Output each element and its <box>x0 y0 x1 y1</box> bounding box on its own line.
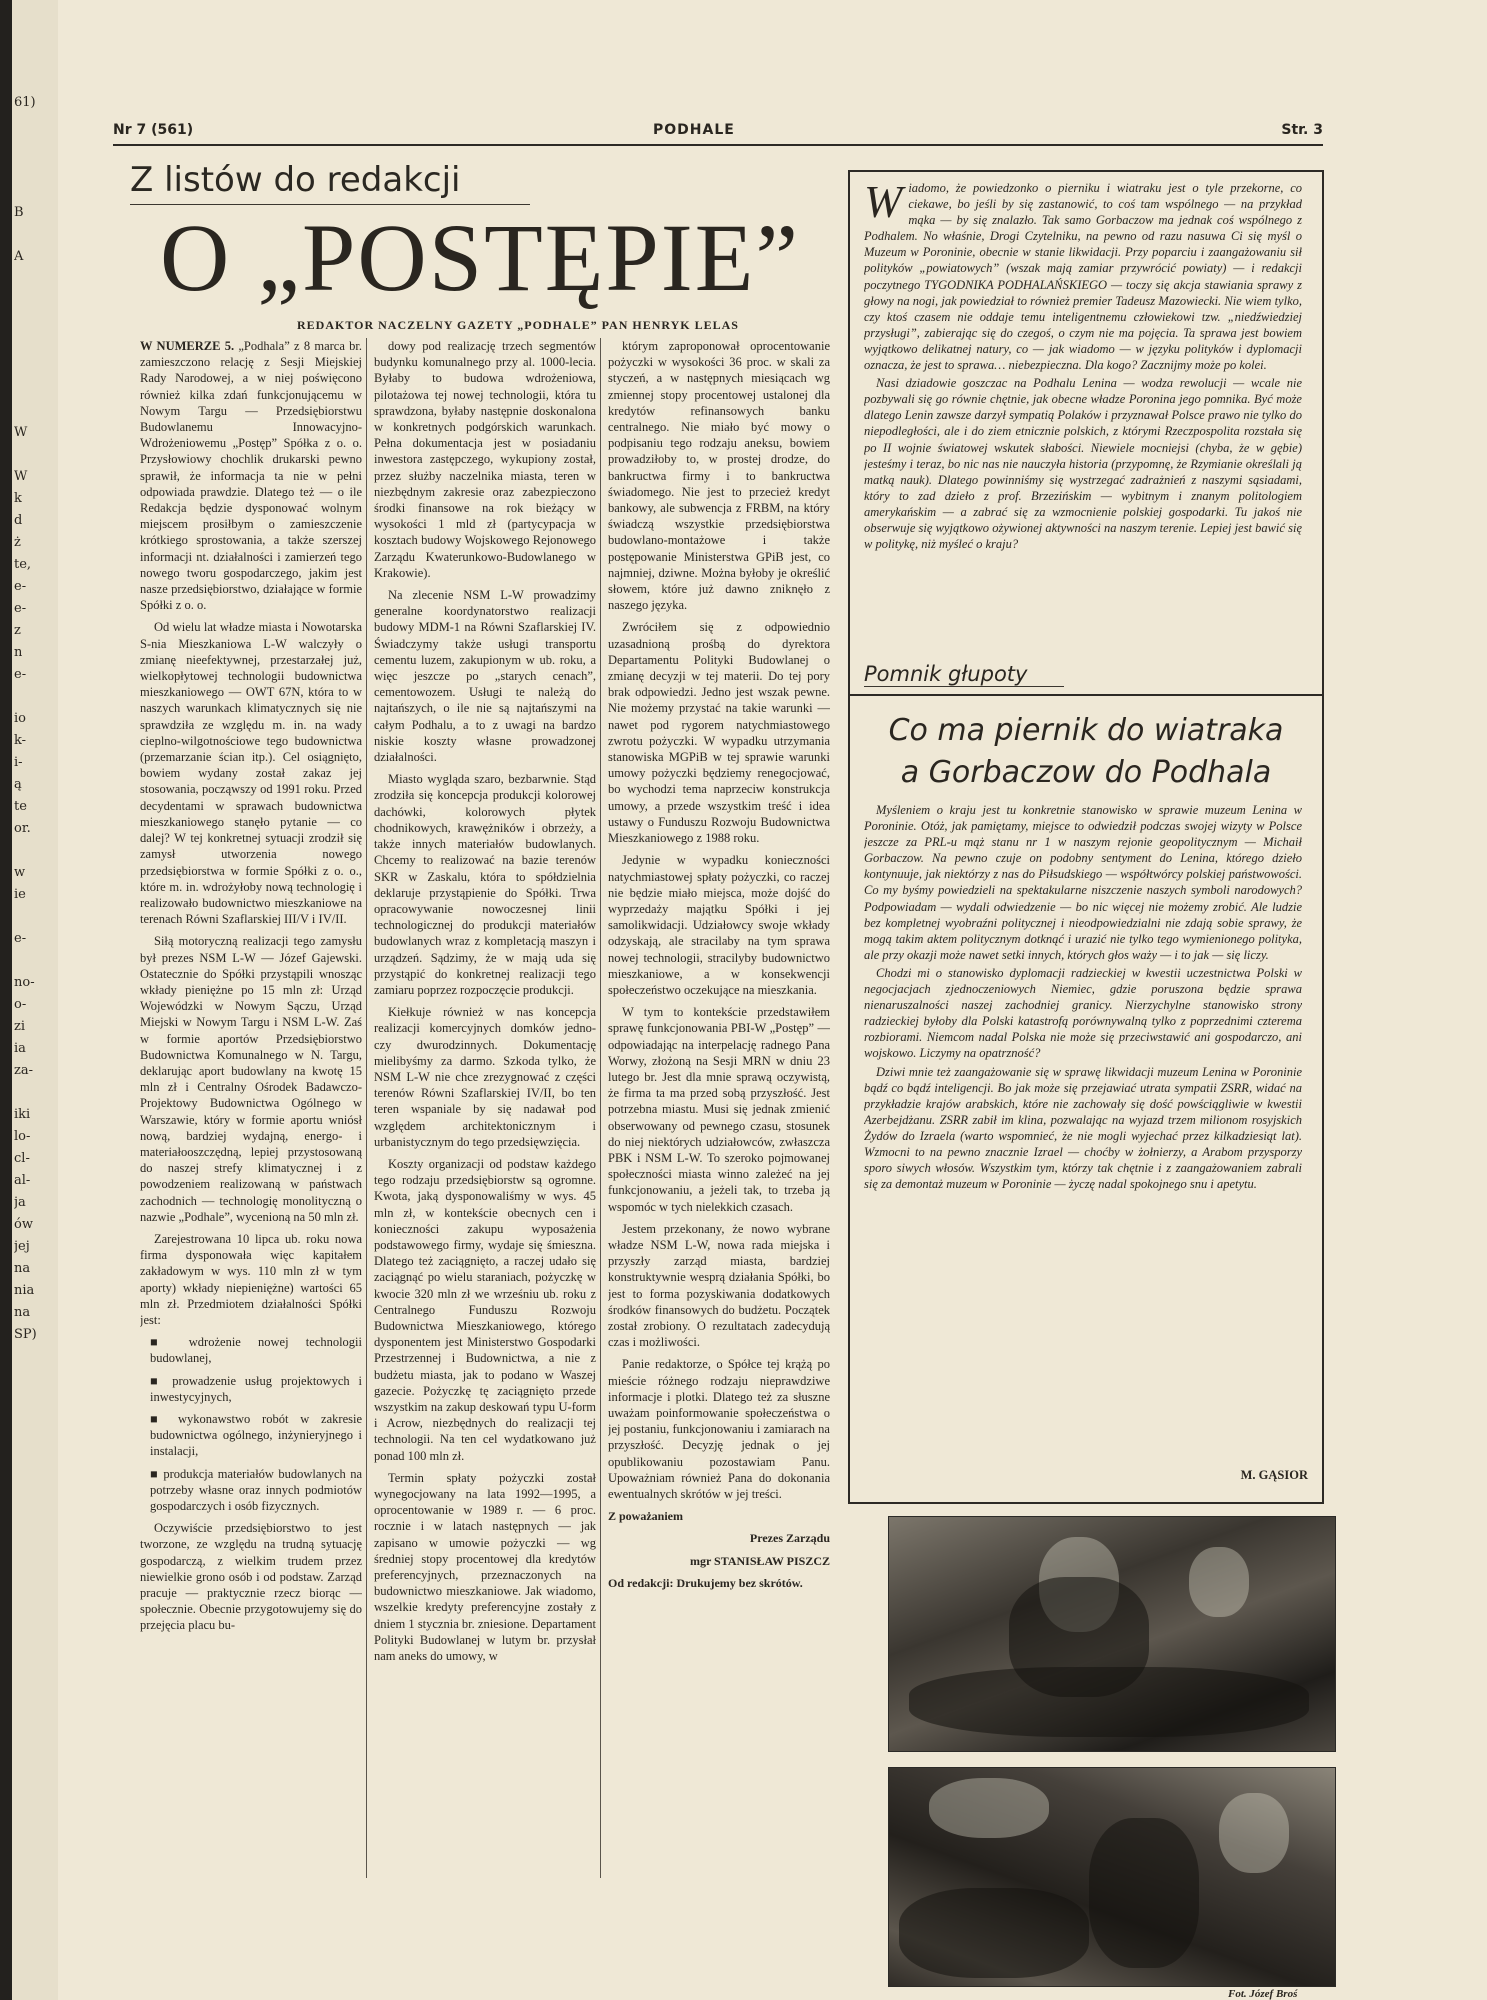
adjacent-page-fragment: te <box>14 799 27 814</box>
adjacent-page-fragment: A <box>14 249 24 264</box>
adjacent-page-strip <box>0 0 60 2000</box>
adjacent-page-fragment: iki <box>14 1107 31 1122</box>
adjacent-page-fragment: o- <box>14 997 27 1012</box>
adjacent-page-fragment <box>14 689 54 711</box>
body-paragraph: Siłą motoryczną realizacji tego zamysłu był prezes NSM L-W — Józef Gajewski. Ostatecznie do Spółki przystąpili wnosząc wkłady pieniężne po 15 mln zł: Urząd Wojewódzki w Nowym Sączu, Urząd Miejski w Nowym Targu i NSM L-W. Zaś w formie aportów Przedsiębiorstwo Budownictwa Komunalnego w N. Targu, deklarując aport budowlany na kwotę 15 mln zł i Centralny Ośrodek Badawczo-Projektowy Budownictwa Ogólnego w Warszawie, który w formie aportu wniósł nową, bardziej wydajną, energo- i materiałooszczędną, lepiej przystosowaną do naszej strefy klimatycznej i z powodzeniem realizowaną w państwach zachodnich — technologię monolityczną o nazwie „Podhale”, wycenioną na 50 mln zł. <box>140 934 362 1224</box>
adjacent-page-fragment: SP) <box>14 1327 37 1342</box>
lead-words: W NUMERZE 5. <box>140 339 235 353</box>
adjacent-page-fragment <box>14 315 54 337</box>
photo-highlight <box>1189 1547 1249 1617</box>
bullet-item: ■ wykonawstwo robót w zakresie budownictwa ogólnego, inżynieryjnego i instalacji, <box>150 1412 362 1459</box>
adjacent-page-fragment <box>14 293 54 315</box>
body-paragraph: Myśleniem o kraju jest tu konkretnie stanowisko w sprawie muzeum Lenina w Poroninie. Otóż, jak pamiętamy, miejsce to odwiedził podczas swojej wizyty w Polsce jeszcze za PRL-u mąż stanu nr 1 w naszym rejonie geopolitycznym — Michaił Gorbaczow. Na pewno czuje on podobny sentyment do Lenina, którego dzieło kontynuuje, jak niektórzy z nas do Piłsudskiego — współtwórcy polskiej państwowości. Co my byśmy powiedzieli na spektakularne niszczenie naszych symboli narodowych? Podpowiadam — wydali odwiedzenie — bo nic więcej nie możemy zrobić. Ale ludzie bez kompletnej wyobraźni politycznej i nieodpowiedzialni nie zdają sobie sprawy, że mogą takim aktem politycznym dotknąć i urazić nie tylko tego wymienionego polityka, ale przy okazji może nawet setki innych, których głos waży — i to jak — się liczy. <box>864 803 1302 962</box>
body-paragraph: Panie redaktorze, o Spółce tej krążą po mieście różnego rodzaju nieprawdziwe informacje i plotki. Dlatego też za słuszne uważam poinformowanie społeczeństwa o jej postaniu, funkcjonowaniu i zamiarach na przyszłość. Decyzję jednak o jej opublikowaniu pozostawiam Panu. Upoważniam również Pana do dokonania ewentualnych skrótów w jej treści. <box>608 1357 830 1502</box>
article-byline: REDAKTOR NACZELNY GAZETY „PODHALE” PAN HENRYK LELAS <box>297 318 739 332</box>
adjacent-page-fragment: na <box>14 1305 31 1320</box>
photo-workshop <box>888 1767 1336 1987</box>
photo-highlight <box>1219 1793 1289 1873</box>
adjacent-page-fragment <box>14 227 54 249</box>
photo-machinery <box>909 1667 1309 1737</box>
header-rule <box>113 144 1323 146</box>
body-paragraph: Jestem przekonany, że nowo wybrane władze NSM L-W, nowa rada miejska i przyszły zarząd miasta, bardziej konstruktywnie wesprą działania Spółki, bo jest to forma pozyskiwania dodatkowych środków finansowych do budżetu. Początek został zrobiony. O rezultatach zadecydują czas i możliwości. <box>608 1221 830 1350</box>
adjacent-page-fragment: or. <box>14 821 31 836</box>
body-paragraph: Kiełkuje również w nas koncepcja realizacji komercyjnych domków jedno- czy dwurodzinnych. Dokumentację mielibyśmy za darmo. Szkoda tylko, że NSM L-W nie chce zrezygnować z części terenów Równi Szaflarskiej IV/II, bo ten teren wspaniale by się nadawał pod względem architektonicznym i urbanistycznym do tego przedsięwzięcia. <box>374 1005 596 1149</box>
adjacent-page-fragment: ja <box>14 1195 26 1210</box>
body-paragraph: Oczywiście przedsiębiorstwo to jest tworzone, ze względu na trudną sytuację gospodarczą, z wielkim trudem przez niewielkie grono osób i od podstaw. Zarząd pracuje — praktycznie rzecz biorąc — społecznie. Obecnie przygotowujemy się do przejęcia placu bu- <box>140 1521 362 1633</box>
adjacent-page-fragment: cl- <box>14 1151 30 1166</box>
adjacent-page-fragment: e- <box>14 667 27 682</box>
bullet-item: ■ prowadzenie usług projektowych i inwestycyjnych, <box>150 1373 362 1404</box>
adjacent-page-fragment <box>14 909 54 931</box>
adjacent-page-fragment: 61) <box>14 95 36 110</box>
adjacent-page-fragment: nia <box>14 1283 35 1298</box>
adjacent-page-fragment <box>14 337 54 359</box>
body-paragraph: którym zaproponował oprocentowanie pożyczki w wysokości 36 proc. w skali za styczeń, a w następnych miesiącach wg zmiennej stopy procentowej ustalonej dla kredytów refinansowych banku centralnego. Nie miało być mowy o podpisaniu tego rodzaju aneksu, bowiem prowadziłoby to, w prostej drodze, do bankructwa firmy i to bankructwa świadomego. Nie jest to przecież kredyt bankowy, ale subwencja z FRBM, na który świadczą wszystkie przedsiębiorstwa budowlano-montażowe i także postępowanie Ministerstwa GPiB jest, co najmniej, dziwne. Można byłoby je określić słowem, które już dawno zniknęło z naszego języka. <box>608 339 830 613</box>
adjacent-page-fragment: ów <box>14 1217 33 1232</box>
lead-paragraph <box>140 338 362 613</box>
signature-line: Prezes Zarządu <box>749 1531 830 1546</box>
body-paragraph: Od wielu lat władze miasta i Nowotarska S-nia Mieszkaniowa L-W walczyły o zmianę nieefektywnej, przestarzałej już, wielkopłytowej technologii budownictwa mieszkaniowego — OWT 67N, która to w naszych warunkach klimatycznych się nie sprawdziła ze względu m. in. na wady cieplno-wilgotnościowe tego budownictwa (przemarzanie ścian itp.). Cel osiągnięto, bowiem wydany został zakaz jej stosowania, począwszy od 1991 roku. Przed decydentami w sprawach budownictwa mieszkaniowego stanęło pytanie — co dalej? W tej konkretnej sytuacji zrodził się zamysł utworzenia nowego przedsiębiorstwa w formie Spółki z o. o., które m. in. wdrożyłoby nową technologię i realizowało budownictwo mieszkaniowe na terenach Równi Szaflarskiej III/V i IV/II. <box>140 620 362 927</box>
body-paragraph: Jedynie w wypadku konieczności natychmiastowej spłaty pożyczki, co raczej nie będzie miało miejsca, może dojść do wyprzedaży majątku Spółki i jej samolikwidacji. Udziałowcy swoje wkłady odzyskają, ale stracilaby na tym sprawa nowej technologii, stracilyby budownictwo mieszkaniowe, a w konsekwencji społeczeństwo oczekujące na mieszkania. <box>608 853 830 997</box>
adjacent-page-fragment: ie <box>14 887 26 902</box>
box-divider <box>850 694 1322 696</box>
bullet-item: ■ produkcja materiałów budowlanych na potrzeby własne oraz innych podmiotów gospodarczych i osób fizycznych. <box>150 1466 362 1514</box>
adjacent-page-fragment <box>14 183 54 205</box>
adjacent-page-fragment <box>14 403 54 425</box>
adjacent-page-fragment: al- <box>14 1173 31 1188</box>
author-signature: M. GĄSIOR <box>1240 1468 1308 1482</box>
closing-line: Z poważaniem <box>608 1509 683 1524</box>
adjacent-page-fragment <box>14 447 54 469</box>
adjacent-page-fragment: e- <box>14 579 27 594</box>
adjacent-page-fragment <box>14 381 54 403</box>
adjacent-page-fragment <box>14 271 54 293</box>
boxed-article-title: Co ma piernik do wiatraka a Gorbaczow do Podhala <box>888 713 1284 790</box>
adjacent-page-fragment: na <box>14 1261 31 1276</box>
adjacent-page-fragment <box>14 1085 54 1107</box>
photo-figure <box>1089 1818 1199 1968</box>
adjacent-page-fragment: e- <box>14 931 27 946</box>
adjacent-page-fragment: k <box>14 491 22 506</box>
adjacent-page-fragment: ą <box>14 777 22 792</box>
column-divider <box>600 338 601 1878</box>
body-paragraph: Termin spłaty pożyczki został wynegocjowany na lata 1992—1995, a oprocentowanie w 1989 r. — 6 proc. rocznie i w latach następnych — jak zapisano w umowie pożyczki — wg średniej stopy procentowej dla kredytów preferencyjnych, przeznaczonych na budownictwo mieszkaniowe. Jak wiadomo, wszelkie kredyty preferencyjne zostały z dniem 1 stycznia br. zniesione. Departament Polityki Budowlanej w lutym br. przysłał nam aneks do umowy, w <box>374 1470 596 1664</box>
body-paragraph: Na zlecenie NSM L-W prowadzimy generalne koordynatorstwo realizacji budowy MDM-1 na Równi Szaflarskiej IV. Świadczymy także usługi transportu cementu luzem, zakupionym w ub. roku, a więc jeszcze po „starych cenach”, cementowozem. Usługi te należą do najtańszych, o ile nie są najtańszymi na całym Podhalu, a to z uwagi na bardzo niskie koszty własne prowadzonej działalności. <box>374 588 596 765</box>
article-column-2 <box>374 338 596 1878</box>
boxed-article-intro <box>864 180 1302 660</box>
lead-text: „Podhala” z 8 marca br. zamieszczono relację z Sesji Miejskiej Rady Narodowej, a w niej poświęcono również kilka zdań funkcjonującemu w Nowym Targu — Przedsiębiorstwu Budowlanemu Innowacyjno-Wdrożeniowemu „Postęp” Spółka z o. o. Przysłowiowy chochlik drukarski pewno sprawił, że informacja ta nie w pełni odpowiada prawdzie. Dlatego też — o ile Redakcja będzie dysponować wolnym miejscem prosiłbym o zamieszczenie krótkiego sprostowania, a także szerszej informacji nt. działalności i zamierzeń tego nowego tworu gospodarczego, jakim jest nasze przedsiębiorstwo, działające w formie Spółki z o. o. <box>140 339 362 613</box>
adjacent-page-fragment: B <box>14 205 24 220</box>
adjacent-page-fragment: no- <box>14 975 35 990</box>
adjacent-page-fragment: io <box>14 711 26 726</box>
drop-cap: W <box>864 180 903 227</box>
adjacent-page-fragment <box>14 161 54 183</box>
adjacent-page-fragment <box>14 843 54 865</box>
adjacent-page-fragment: za- <box>14 1063 33 1078</box>
adjacent-page-fragment: i- <box>14 755 23 770</box>
photo-credit: Fot. Józef Broś <box>1228 1988 1298 2000</box>
adjacent-page-text <box>14 95 54 1349</box>
adjacent-page-fragment: d <box>14 513 23 528</box>
adjacent-page-fragment <box>14 117 54 139</box>
body-paragraph: Zwróciłem się z odpowiednio uzasadnioną prośbą do dyrektora Departamentu Polityki Budowlanej o zmianę decyzji w tej materii. Do tej pory brak odpowiedzi. Jedno jest wszak pewne. Nie możemy przystać na takie warunki — nawet pod rygorem natychmiastowego zwrotu pożyczki. W wypadku utrzymania stanowiska MGPiB w tej sprawie warunki umowy pożyczki będziemy renegocjować, bo wychodzi tema naprzeciw konstrukcja umowy, a przede wszystkim treść i idea ustawy o Funduszu Rozwoju Budownictwa Mieszkaniowego z 1988 roku. <box>608 620 830 846</box>
adjacent-page-fragment: W <box>14 425 28 440</box>
adjacent-page-fragment: n <box>14 645 23 660</box>
body-paragraph: Koszty organizacji od podstaw każdego tego rodzaju przedsiębiorstw są ogromne. Kwota, jaką dysponowaliśmy w wys. 45 mln zł, w kontekście obecnych cen i konieczności zakupu wyposażenia podstawowego firmy, wydaje się śmieszna. Dlatego też zaciągnięto, a raczej udało się zaciągnąć po wielu staraniach, pożyczkę w kwocie 320 mln zł we wrześniu ub. roku z Centralnego Funduszu Rozwoju Budownictwa Mieszkaniowego, którego dysponentem jest Ministerstwo Gospodarki Przestrzennej i Budownictwa, a nie z budżetu miasta, jak to podano w Waszej gazecie. Pożyczkę tę zaciągnięto przede wszystkim na zakup deskowań typu U-form i Acrow, niezbędnych do realizacji tej technologii. Na ten cel wydatkowano już ponad 100 mln zł. <box>374 1156 596 1463</box>
article-column-3 <box>608 338 830 1878</box>
adjacent-page-fragment: k- <box>14 733 27 748</box>
signature-line: mgr STANISŁAW PISZCZ <box>689 1553 830 1568</box>
adjacent-page-fragment: W <box>14 469 28 484</box>
body-paragraph: Chodzi mi o stanowisko dyplomacji radzieckiej w kwestii uczestnictwa Polski w negocjacjach zjednoczeniowych Niemiec, gdzie poruszona będzie sprawa nienaruszalności naszej zachodniej granicy. Nierzychylne stanowisko strony radzieckiej byłoby dla Polski katastrofą porównywalną tylko z poprzednimi czterema rozbiorami. Niemcom nadal Polska nie może się przeciwstawić ani gospodarczo, ani wojskowo. Liczymy na opatrzność? <box>864 965 1302 1061</box>
body-paragraph: Dziwi mnie też zaangażowanie się w sprawę likwidacji muzeum Lenina w Poroninie bądź co bądź inteligencji. Bo jak może się przejawiać utrata sympatii ZSRR, widać na przykładzie krajów arabskich, które nie zachowały się dość powściągliwie w kwestii Azerbejdżanu. ZSRR zabił im klina, pozwalając na wyjazd trzem milionom rosyjskich Żydów do Izraela (warto wspomnieć, że nie mogli wyjechać przez kilkadziesiąt lat). Wzmocni to na pewno znacznie Izrael — choćby w żołnierzy, a Arabom przysporzy sporo siwych włosów. Wszystkim tym, którzy tak chętnie i z zaangażowaniem zabrali się za demontaż muzeum w Poroninie — życzę nadal spokojnego snu i apetytu. <box>864 1064 1302 1192</box>
editor-note: Od redakcji: Drukujemy bez skrótów. <box>608 1575 803 1590</box>
adjacent-page-fragment <box>14 139 54 161</box>
intro-paragraph: Nasi dziadowie goszczac na Podhalu Lenina — wodza rewolucji — wcale nie pozbywali się go równie chętnie, jak obecne władze Poronina jego pomnika. Być może dlatego Lenin zawsze darzył sympatią Polaków i przyznawał Polsce prawo nie tylko do niepodległości, ale i do ziem etnicznie polskich, z którymi Rzeczpospolita rozstała się po II wojnie światowej wskutek słabości. Niewiele mocniejsi (chyba, że w gębie) jesteśmy i teraz, bo nic nas nie nauczyła historia (przypomnę, że Rzymianie określali ją matką nauk). Dlatego powinniśmy się wystrzegać zadrażnień z naszymi sąsiadami, który to zad dzieło z prof. Brzezińskim — wybitnym i znanym politologiem amerykańskim — a zabrać się za wzmocnienie polskiej gospodarki. Tu jakoś nie obserwuje się wyjątkowo ożywionej aktywności na naszym terenie. Lepiej jest bawić się w politykę, niż myśleć o kraju? <box>864 376 1302 552</box>
adjacent-page-fragment: ia <box>14 1041 26 1056</box>
adjacent-page-fragment: z <box>14 623 21 638</box>
adjacent-page-fragment: ż <box>14 535 21 550</box>
photo-equipment <box>899 1888 1089 1978</box>
boxed-article-body <box>864 802 1302 1452</box>
page-header <box>113 118 1323 144</box>
column-divider <box>366 338 367 1878</box>
article-headline: O „POSTĘPIE” <box>160 204 800 311</box>
adjacent-page-fragment: lo- <box>14 1129 31 1144</box>
body-paragraph: Zarejestrowana 10 lipca ub. roku nowa firma dysponowała więc kapitałem zakładowym w wys. 110 mln zł w tym aporty) wkłady niepieniężne) wartości 65 mln zł. Przedmiotem działalności Spółki jest: <box>140 1231 362 1327</box>
photo-highlight <box>929 1778 1049 1838</box>
issue-number: Nr 7 (561) <box>113 122 194 138</box>
page-number: Str. 3 <box>1281 122 1323 138</box>
newspaper-page <box>58 0 1487 2000</box>
body-paragraph: Miasto wygląda szaro, bezbarwnie. Stąd zrodziła się koncepcja produkcji kolorowej dachówki, kolorowych płytek chodnikowych, krawężników i obrzeży, a także innych materiałów budowlanych. Chcemy to realizować na bazie terenów SKR w Zaskalu, która to spółdzielnia deklaruje przystąpienie do Spółki. Trwa opracowywanie nowoczesnej linii technologicznej do produkcji materiałów budowlanych wraz z kompletacją maszyn i urządzeń. Sądzimy, że w mają uda się przystąpić do konkretnej realizacji tego zamiaru poprzez rozpoczęcie produkcji. <box>374 772 596 997</box>
bullet-item: ■ wdrożenie nowej technologii budowlanej, <box>150 1335 362 1366</box>
article-column-1 <box>140 338 362 1878</box>
body-paragraph: W tym to kontekście przedstawiłem sprawę funkcjonowania PBI-W „Postęp” — odpowiadając na interpelację radnego Pana Worwy, złożoną na Sesji MRN w dniu 23 lutego br. Jest dla mnie sprawą oczywistą, że firma ta ma przed sobą przyszłość. Jest potrzebna miastu. Musi się jednak zmienić obserwowany od pewnego czasu, stosunek do niej niektórych udziałowców, zwłaszcza PBK i NSM L-W. To szeroko pojmowanej społeczności miasta winno zależeć na jej funkcjonowaniu, a jeżeli tak, to trzeba ją wspomóc w tych nielekkich czasach. <box>608 1005 830 1214</box>
adjacent-page-fragment: te, <box>14 557 32 572</box>
adjacent-page-fragment <box>14 953 54 975</box>
adjacent-page-fragment: w <box>14 865 26 880</box>
body-paragraph: dowy pod realizację trzech segmentów budynku komunalnego przy al. 1000-lecia. Byłaby to budowa wdrożeniowa, pilotażowa tej nowej technologii, która tu sprawdzona, byłaby następnie doskonalona w konkretnych podgórskich warunkach. Pełna dokumentacja jest w posiadaniu inwestora zastępczego, wykupiony został, przez służby naczelnika miasta, teren w niezbędnym zakresie oraz zabezpieczono środki finansowe na rok bieżący w wysokości 1 mld zł (partycypacja w kosztach budowy Wojskowego Rejonowego Zarządu Kwaterunkowo-Budowlanego w Krakowie). <box>374 339 596 580</box>
intro-paragraph: Wiadomo, że powiedzonko o pierniku i wiatraku jest o tyle przekorne, co ciekawe, bo jeśli by się zastanowić, to coś tam wspólnego — na przykład mąka — by się znalazło. Tak samo Gorbaczow ma jednak coś wspólnego z Podhalem. No właśnie, Drogi Czytelniku, na pewno od razu nasuwa Ci się myśl o Muzeum w Poroninie, obecnie w stanie likwidacji. Przy poparciu i zaangażowaniu sił polityków „powiatowych” (wszak mają zamiar przywrócić powiaty) — i redakcji poczytnego TYGODNIKA PODHALAŃSKIEGO — toczy się akcja stawiania sprawy z głowy na nogi, jak powiedział to również premier Tadeusz Mazowiecki. Nie wiem tylko, czy ktoś czasem nie oddaje temu inteligentnemu człowiekowi tzw. „niedźwiedziej przysługi”, zabierając się do czegoś, o czym nie ma pojęcia. Ta sprawa jest bowiem wyjątkowo delikatnej natury, co — jak wiadomo — w języku polityków i dyplomacji oznacza, że jest to sprawa… niebezpieczna. Dla kogo? Zacznijmy może po kolei. <box>864 180 1302 373</box>
binding-edge <box>0 0 12 2000</box>
adjacent-page-fragment: jej <box>14 1239 30 1254</box>
newspaper-title: PODHALE <box>653 122 735 138</box>
section-kicker: Z listów do redakcji <box>130 160 530 205</box>
adjacent-page-fragment: e- <box>14 601 27 616</box>
adjacent-page-fragment <box>14 359 54 381</box>
boxed-subhead: Pomnik głupoty <box>864 662 1064 687</box>
photo-workers-construction <box>888 1516 1336 1752</box>
adjacent-page-fragment: zi <box>14 1019 26 1034</box>
boxed-article <box>848 170 1324 1504</box>
